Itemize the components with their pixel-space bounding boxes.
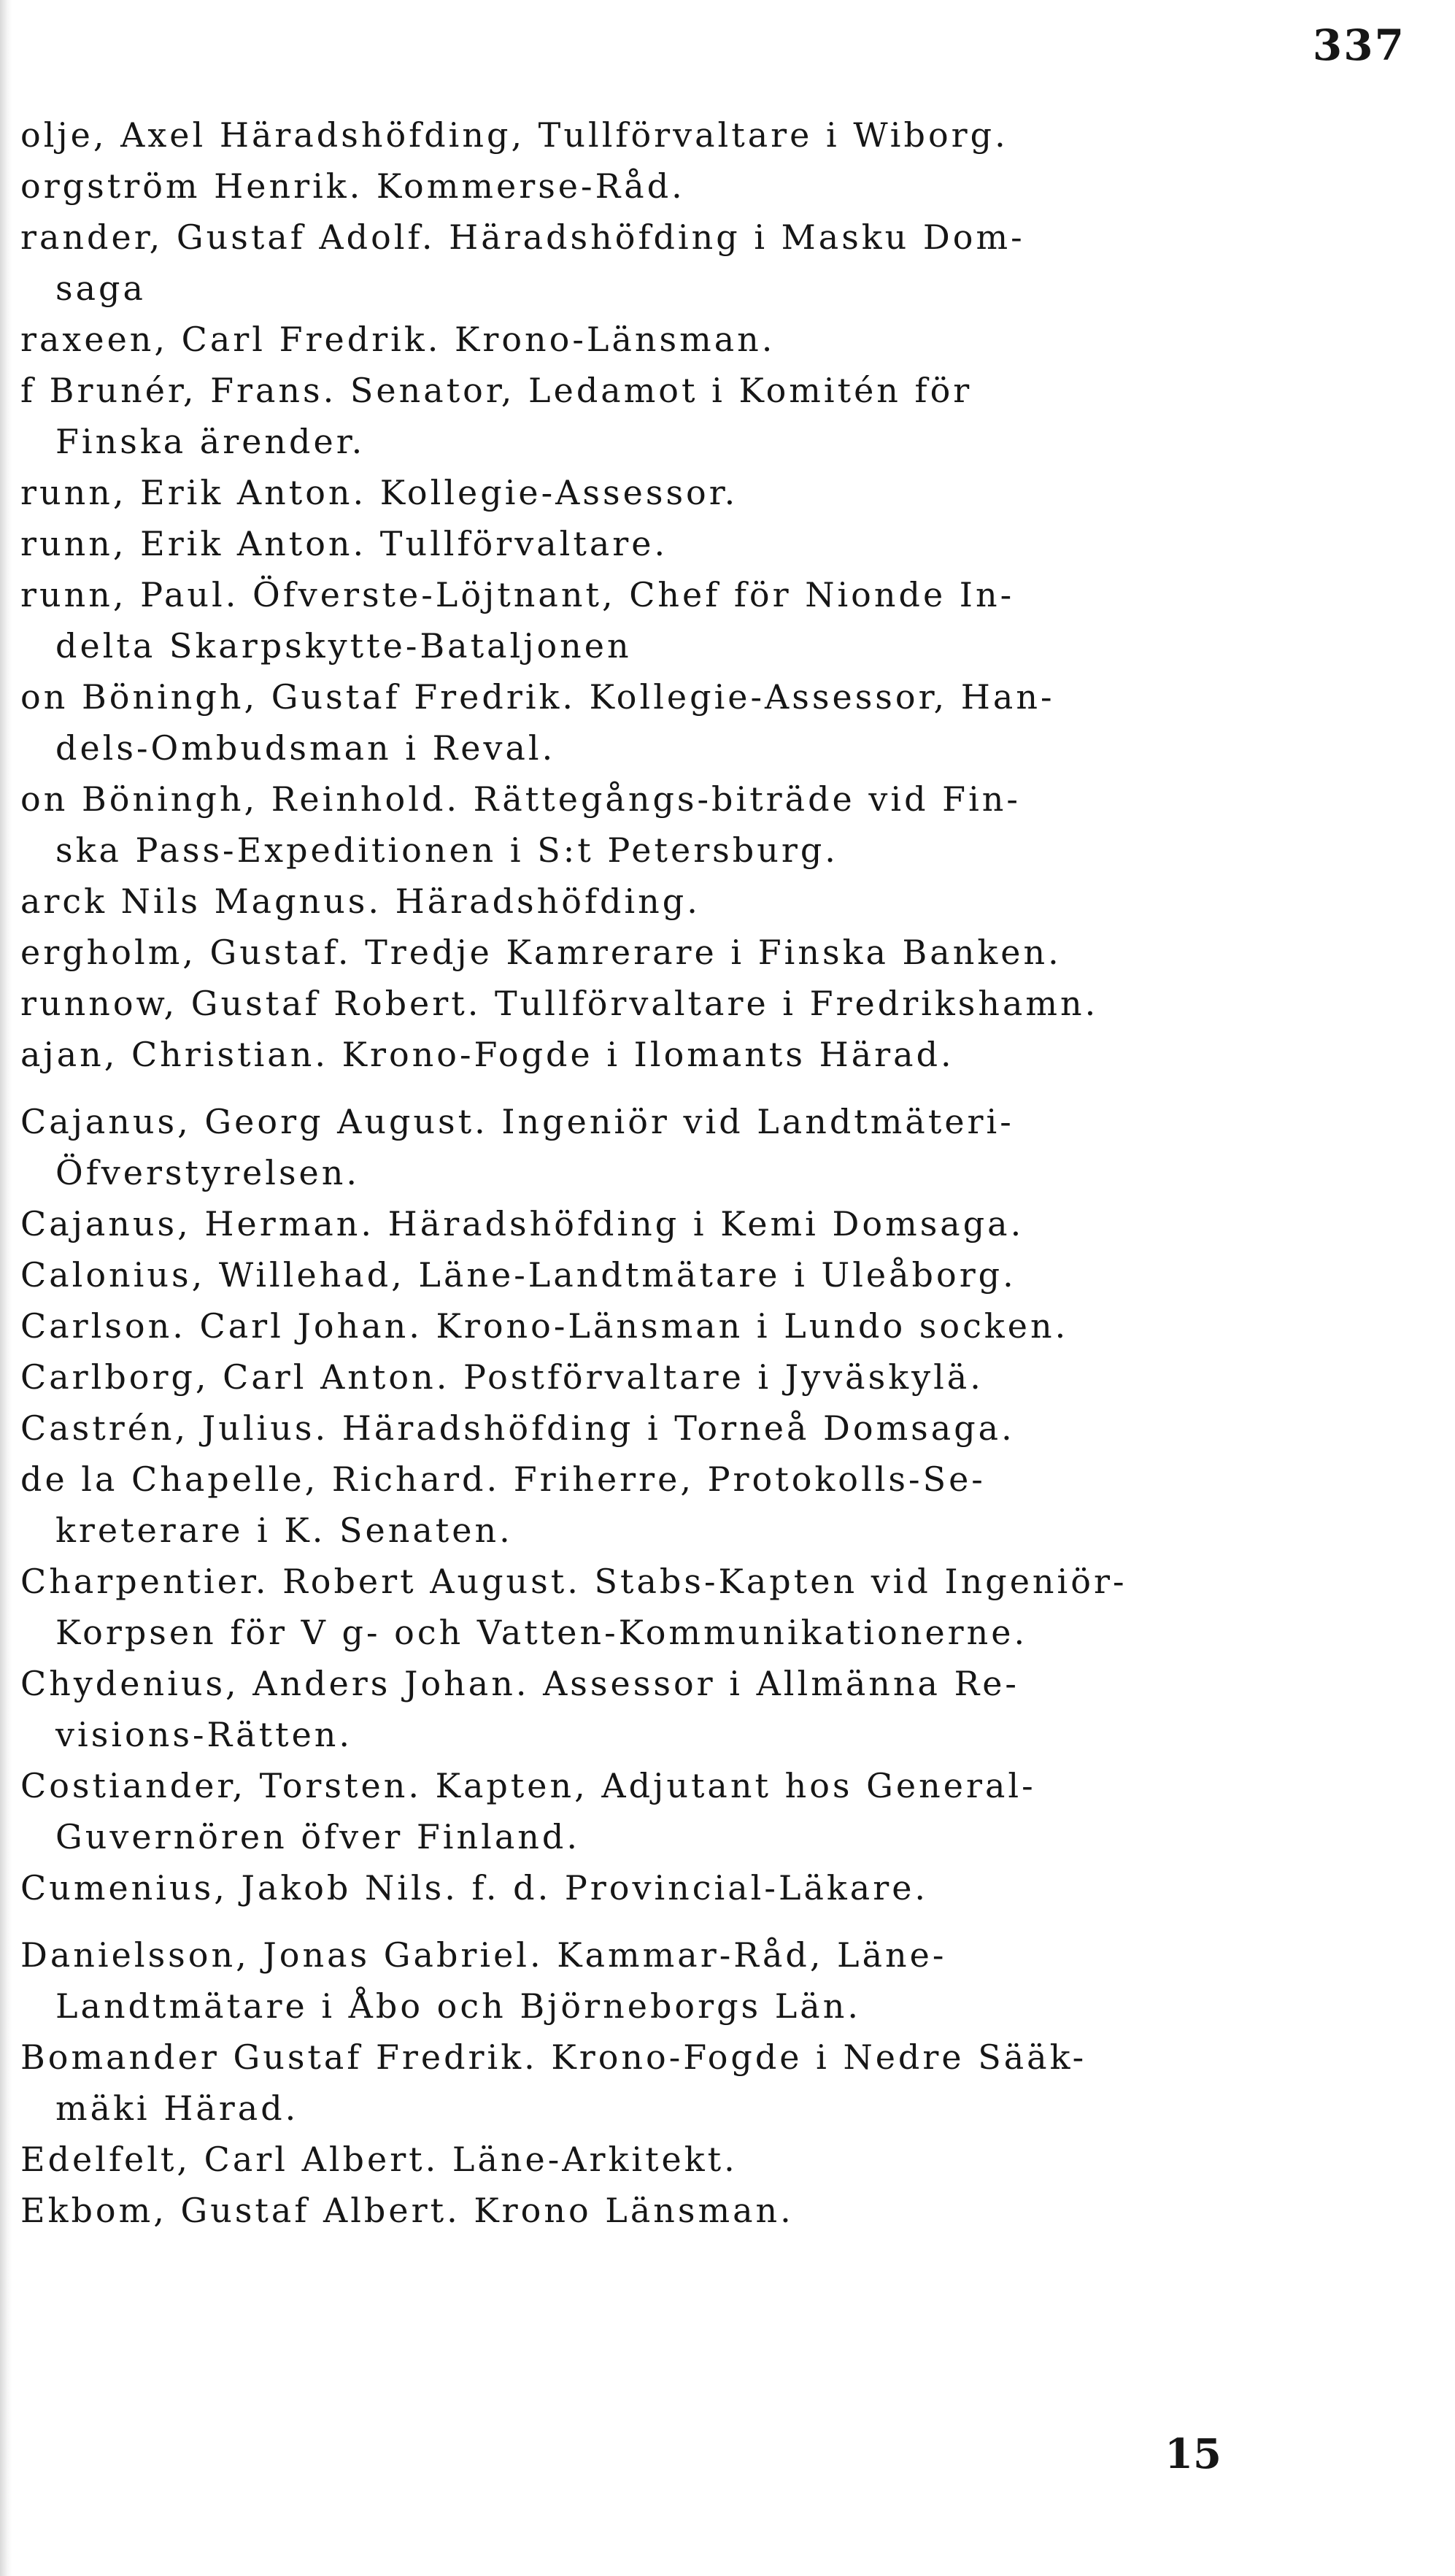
entry-line: Cajanus, Herman. Häradshöfding i Kemi Domsaga. bbox=[20, 1204, 1024, 1243]
register-entry bbox=[20, 927, 1421, 978]
register-entry bbox=[20, 1249, 1421, 1300]
entry-line: rander, Gustaf Adolf. Häradshöfding i Masku Dom- bbox=[20, 217, 1025, 257]
entry-line: Calonius, Willehad, Läne-Landtmätare i Uleåborg. bbox=[20, 1255, 1016, 1295]
entry-continuation-line: mäki Härad. bbox=[55, 2089, 299, 2128]
page-number: 337 bbox=[1312, 20, 1405, 70]
register-entries bbox=[20, 109, 1421, 2236]
register-entry bbox=[20, 518, 1421, 569]
entry-continuation-line: ska Pass-Expeditionen i S:t Petersburg. bbox=[55, 830, 838, 870]
entry-line: on Böningh, Reinhold. Rättegångs-biträde vid Fin- bbox=[20, 779, 1021, 819]
register-entry bbox=[20, 1096, 1421, 1198]
entry-line: runn, Erik Anton. Tullförvaltare. bbox=[20, 524, 668, 563]
entry-continuation-line: saga bbox=[55, 269, 146, 308]
entry-line: Edelfelt, Carl Albert. Läne-Arkitekt. bbox=[20, 2140, 738, 2179]
register-entry bbox=[20, 876, 1421, 927]
register-entry bbox=[20, 161, 1421, 212]
register-entry bbox=[20, 365, 1421, 467]
page-edge-shadow bbox=[0, 0, 12, 2576]
entry-line: Chydenius, Anders Johan. Assessor i Allmänna Re- bbox=[20, 1664, 1019, 1703]
entry-line: de la Chapelle, Richard. Friherre, Protokolls-Se- bbox=[20, 1459, 986, 1499]
register-entry bbox=[20, 2185, 1421, 2236]
entry-continuation-line: Guvernören öfver Finland. bbox=[55, 1817, 580, 1856]
entry-continuation-line: kreterare i K. Senaten. bbox=[55, 1511, 513, 1550]
register-entry bbox=[20, 1198, 1421, 1249]
entry-line: Charpentier. Robert August. Stabs-Kapten vid Ingeniör- bbox=[20, 1562, 1127, 1601]
entry-continuation-line: Korpsen för V g- och Vatten-Kommunikationerne. bbox=[55, 1613, 1028, 1652]
register-entry bbox=[20, 1351, 1421, 1403]
register-entry bbox=[20, 1929, 1421, 2032]
entry-line: Cajanus, Georg August. Ingeniör vid Landtmäteri- bbox=[20, 1102, 1014, 1141]
register-entry bbox=[20, 1403, 1421, 1454]
register-entry bbox=[20, 467, 1421, 518]
entry-line: Cumenius, Jakob Nils. f. d. Provincial-Läkare. bbox=[20, 1868, 929, 1908]
register-entry bbox=[20, 774, 1421, 876]
register-entry bbox=[20, 109, 1421, 161]
entry-line: f Brunér, Frans. Senator, Ledamot i Komitén för bbox=[20, 371, 973, 410]
entry-line: runn, Erik Anton. Kollegie-Assessor. bbox=[20, 473, 738, 512]
entry-continuation-line: Finska ärender. bbox=[55, 422, 366, 461]
register-entry bbox=[20, 314, 1421, 365]
entry-line: Castrén, Julius. Häradshöfding i Torneå Domsaga. bbox=[20, 1408, 1015, 1448]
register-entry bbox=[20, 1556, 1421, 1658]
entry-line: Ekbom, Gustaf Albert. Krono Länsman. bbox=[20, 2191, 794, 2230]
entry-line: runn, Paul. Öfverste-Löjtnant, Chef för Nionde In- bbox=[20, 575, 1015, 614]
register-entry bbox=[20, 2032, 1421, 2134]
entry-line: olje, Axel Häradshöfding, Tullförvaltare i Wiborg. bbox=[20, 115, 1008, 155]
entry-line: Danielsson, Jonas Gabriel. Kammar-Råd, Läne- bbox=[20, 1935, 947, 1975]
entry-line: on Böningh, Gustaf Fredrik. Kollegie-Assessor, Han- bbox=[20, 677, 1055, 717]
register-entry bbox=[20, 1658, 1421, 1760]
register-entry bbox=[20, 212, 1421, 314]
entry-line: ergholm, Gustaf. Tredje Kamrerare i Finska Banken. bbox=[20, 933, 1062, 972]
entry-continuation-line: delta Skarpskytte-Bataljonen bbox=[55, 626, 632, 666]
register-entry bbox=[20, 978, 1421, 1029]
register-entry bbox=[20, 1300, 1421, 1351]
register-entry bbox=[20, 1029, 1421, 1080]
entry-line: runnow, Gustaf Robert. Tullförvaltare i Fredrikshamn. bbox=[20, 984, 1099, 1023]
register-entry bbox=[20, 1760, 1421, 1862]
entry-line: Carlson. Carl Johan. Krono-Länsman i Lundo socken. bbox=[20, 1306, 1069, 1346]
entry-line: ajan, Christian. Krono-Fogde i Ilomants Härad. bbox=[20, 1035, 954, 1074]
register-entry bbox=[20, 1454, 1421, 1556]
signature-mark: 15 bbox=[1165, 2430, 1221, 2478]
entry-line: Carlborg, Carl Anton. Postförvaltare i Jyväskylä. bbox=[20, 1357, 984, 1397]
entry-continuation-line: visions-Rätten. bbox=[55, 1715, 353, 1754]
register-entry bbox=[20, 671, 1421, 774]
entry-continuation-line: Öfverstyrelsen. bbox=[55, 1153, 360, 1192]
entry-continuation-line: dels-Ombudsman i Reval. bbox=[55, 728, 556, 768]
entry-line: raxeen, Carl Fredrik. Krono-Länsman. bbox=[20, 320, 776, 359]
entry-continuation-line: Landtmätare i Åbo och Björneborgs Län. bbox=[55, 1986, 861, 2026]
entry-line: arck Nils Magnus. Häradshöfding. bbox=[20, 882, 701, 921]
entry-line: Costiander, Torsten. Kapten, Adjutant hos General- bbox=[20, 1766, 1036, 1805]
register-entry bbox=[20, 2134, 1421, 2185]
entry-line: orgström Henrik. Kommerse-Råd. bbox=[20, 166, 685, 206]
entry-line: Bomander Gustaf Fredrik. Krono-Fogde i Nedre Sääk- bbox=[20, 2037, 1087, 2077]
register-entry bbox=[20, 569, 1421, 671]
register-entry bbox=[20, 1862, 1421, 1913]
